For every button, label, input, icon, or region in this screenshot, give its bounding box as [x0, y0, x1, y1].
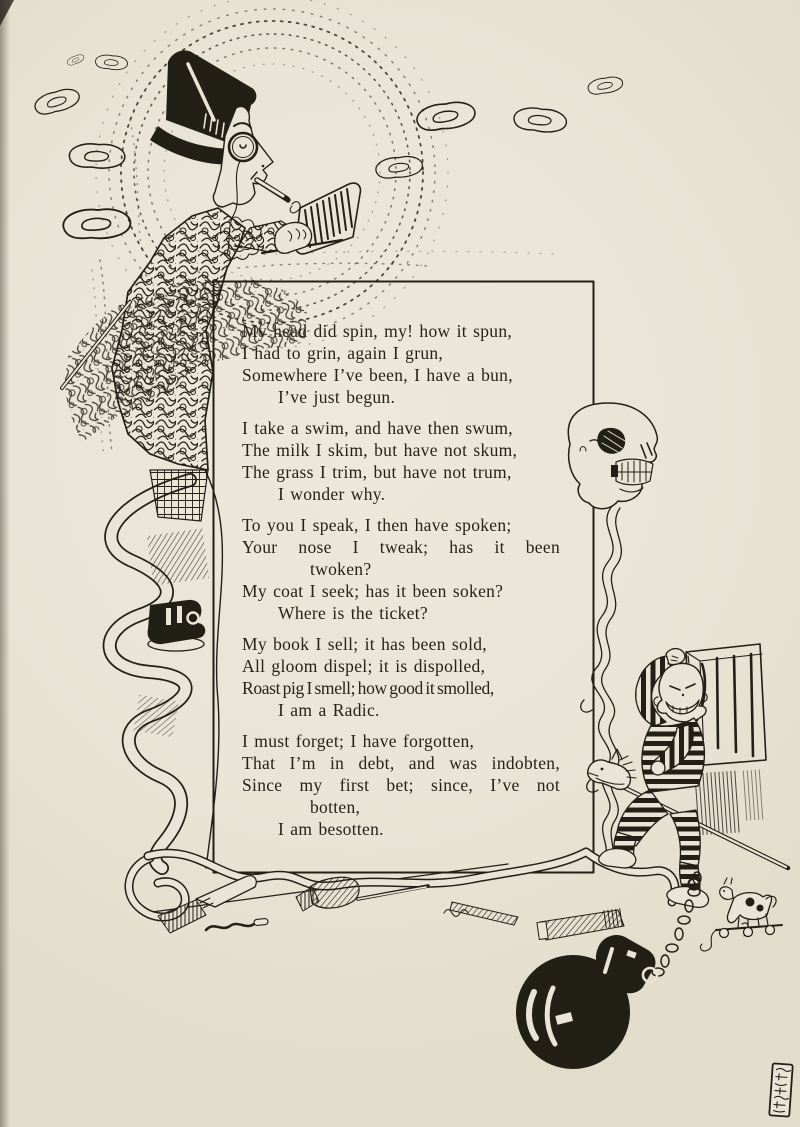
skull-icon — [568, 403, 657, 509]
poem-line: twoken? — [310, 559, 372, 579]
poem-line: I must forget; I have forgotten, — [242, 731, 475, 751]
poem-line: My head did spin, my! how it spun, — [242, 321, 513, 341]
legs — [614, 790, 700, 894]
poem-line: I had to grin, again I grun, — [242, 343, 444, 363]
smoke-ribbon — [581, 506, 622, 860]
poem-line: The grass I trim, but have not trum, — [242, 462, 512, 482]
poem-line: To you I speak, I then have spoken; — [242, 515, 512, 535]
poem-line: Where is the ticket? — [278, 603, 428, 623]
ribbon-swirls — [110, 470, 223, 868]
poem — [242, 320, 560, 849]
flat-iron-icon — [148, 600, 206, 651]
artist-signature-stamp — [769, 1063, 793, 1116]
poem-line: My coat I seek; has it been soken? — [242, 581, 504, 601]
stanza — [242, 417, 560, 505]
ball-and-chain-icon — [516, 935, 657, 1069]
toy-horse-on-wheels-icon — [700, 878, 782, 951]
poem-line: Somewhere I’ve been, I have a bun, — [242, 365, 513, 385]
brush-stick — [444, 902, 518, 925]
scratching-hand — [666, 649, 685, 665]
poem-line: I wonder why. — [278, 484, 386, 504]
poem-line: I am a Radic. — [278, 700, 380, 720]
poem-line: botten, — [310, 797, 361, 817]
poem-line: Roast pig I smell; how good it smolled, — [242, 678, 494, 698]
poem-line: I am besotten. — [278, 819, 384, 839]
gripping-hand — [651, 761, 665, 775]
poem-line: I’ve just begun. — [278, 387, 396, 407]
cigarette-icon — [257, 180, 300, 213]
poem-line: The milk I skim, but have not skum, — [242, 440, 518, 460]
poem-line: My book I sell; it has been sold, — [242, 634, 487, 654]
stanza — [242, 633, 560, 721]
stanza — [242, 320, 560, 408]
poem-line: Since my first bet; since, I’ve not — [242, 775, 560, 795]
pen-and-ink-squiggle — [206, 918, 268, 930]
poem-line: Your nose I tweak; has it been — [242, 537, 560, 557]
poem-line: I take a swim, and have then swum, — [242, 418, 513, 438]
poem-line: All gloom dispel; it is dispolled, — [242, 656, 486, 676]
stanza — [242, 730, 560, 840]
poem-line: That I’m in debt, and was indobten, — [242, 753, 560, 773]
cigar-brush-icon — [537, 908, 625, 940]
stanza — [242, 514, 560, 624]
